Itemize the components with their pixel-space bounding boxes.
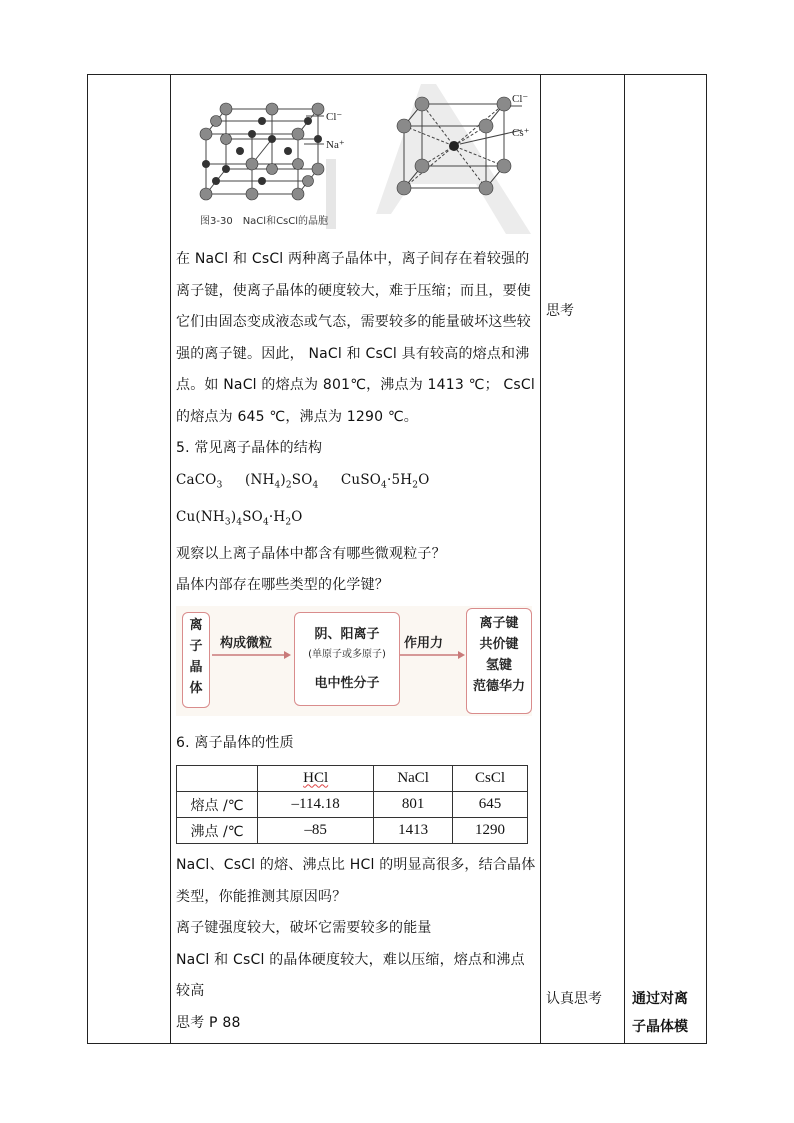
table-row: 熔点 /℃ –114.18 801 645 (177, 792, 528, 818)
nacl-cl-label: Cl⁻ (326, 111, 343, 123)
forces-box: 离子键 共价键 氢键 范德华力 (466, 608, 532, 714)
table-border-right (706, 74, 707, 1044)
table-border-col2 (540, 74, 541, 1044)
arrow-right-icon (212, 650, 292, 660)
design-intent (632, 985, 704, 1041)
think-reference: 思考 P 88 (176, 1014, 241, 1031)
nacl-na-label: Na⁺ (326, 139, 345, 151)
table-border-left (87, 74, 88, 1044)
melting-point-question: NaCl、CsCl 的熔、沸点比 HCl 的明显高很多，结合晶体类型，你能推测其原因吗？ (176, 857, 536, 905)
table-border-col1 (170, 74, 171, 1044)
crystal-cell-figure (176, 74, 536, 244)
particles-box: 阴、阳离子 (单原子或多原子) 电中性分子 (294, 612, 400, 706)
student-activity-careful-think: 认真思考 (546, 991, 602, 1007)
formula-line-1: CaCO$_3$ $(NH_4)_2SO_4$ $CuSO_4\cdot 5H_2O$ (176, 471, 430, 491)
cscl-cs-label: Cs⁺ (512, 127, 530, 139)
lesson-content (176, 74, 536, 1039)
arrow-label-particles: 构成微粒 (220, 635, 273, 651)
figure-caption: 图3-30 NaCl和CsCl的晶胞 (200, 216, 329, 227)
answer-hardness: NaCl 和 CsCl 的晶体硬度较大，难以压缩，熔点和沸点较高 (176, 951, 525, 1000)
question-particles: 观察以上离子晶体中都含有哪些微观粒子？ (176, 545, 446, 562)
table-row: 沸点 /℃ –85 1413 1290 (177, 818, 528, 844)
section-6-heading: 6. 离子晶体的性质 (176, 734, 294, 751)
properties-table (176, 765, 528, 844)
cscl-cl-label: Cl⁻ (512, 93, 529, 105)
arrow-right-icon (400, 650, 466, 660)
ionic-bond-explanation: 在 NaCl 和 CsCl 两种离子晶体中，离子间存在着较强的离子键，使离子晶体的硬度较大，难于压缩；而且，要使它们由固态变成液态或气态，需要较多的能量破坏这些较强的离子键。因此， NaCl 和 CsCl 具有较高的熔点和沸点。如 NaCl 的熔点为 801℃，沸点为 1413 ℃； CsCl 的熔点为 645 ℃，沸点为 1290 ℃。 (176, 251, 535, 425)
arrow-label-forces: 作用力 (404, 635, 444, 651)
section-5-heading: 5. 常见离子晶体的结构 (176, 440, 323, 456)
table-border-bottom (87, 1043, 707, 1044)
ionic-crystal-flow-diagram (176, 606, 532, 716)
design-intent-line-2: 子晶体模 (632, 1019, 688, 1035)
student-activity-think: 思考 (546, 303, 574, 319)
table-border-col3 (624, 74, 625, 1044)
answer-bond-strength: 离子键强度较大，破坏它需要较多的能量 (176, 920, 432, 937)
formula-line-2: $Cu(NH_3)_4SO_4\cdot H_2O$ (176, 508, 303, 528)
question-bonds: 晶体内部存在哪些类型的化学键？ (176, 577, 389, 594)
design-intent-line-1: 通过对离 (632, 991, 688, 1007)
table-header-row: HCl NaCl CsCl (177, 766, 528, 792)
ionic-crystal-box: 离 子 晶 体 (182, 612, 210, 708)
